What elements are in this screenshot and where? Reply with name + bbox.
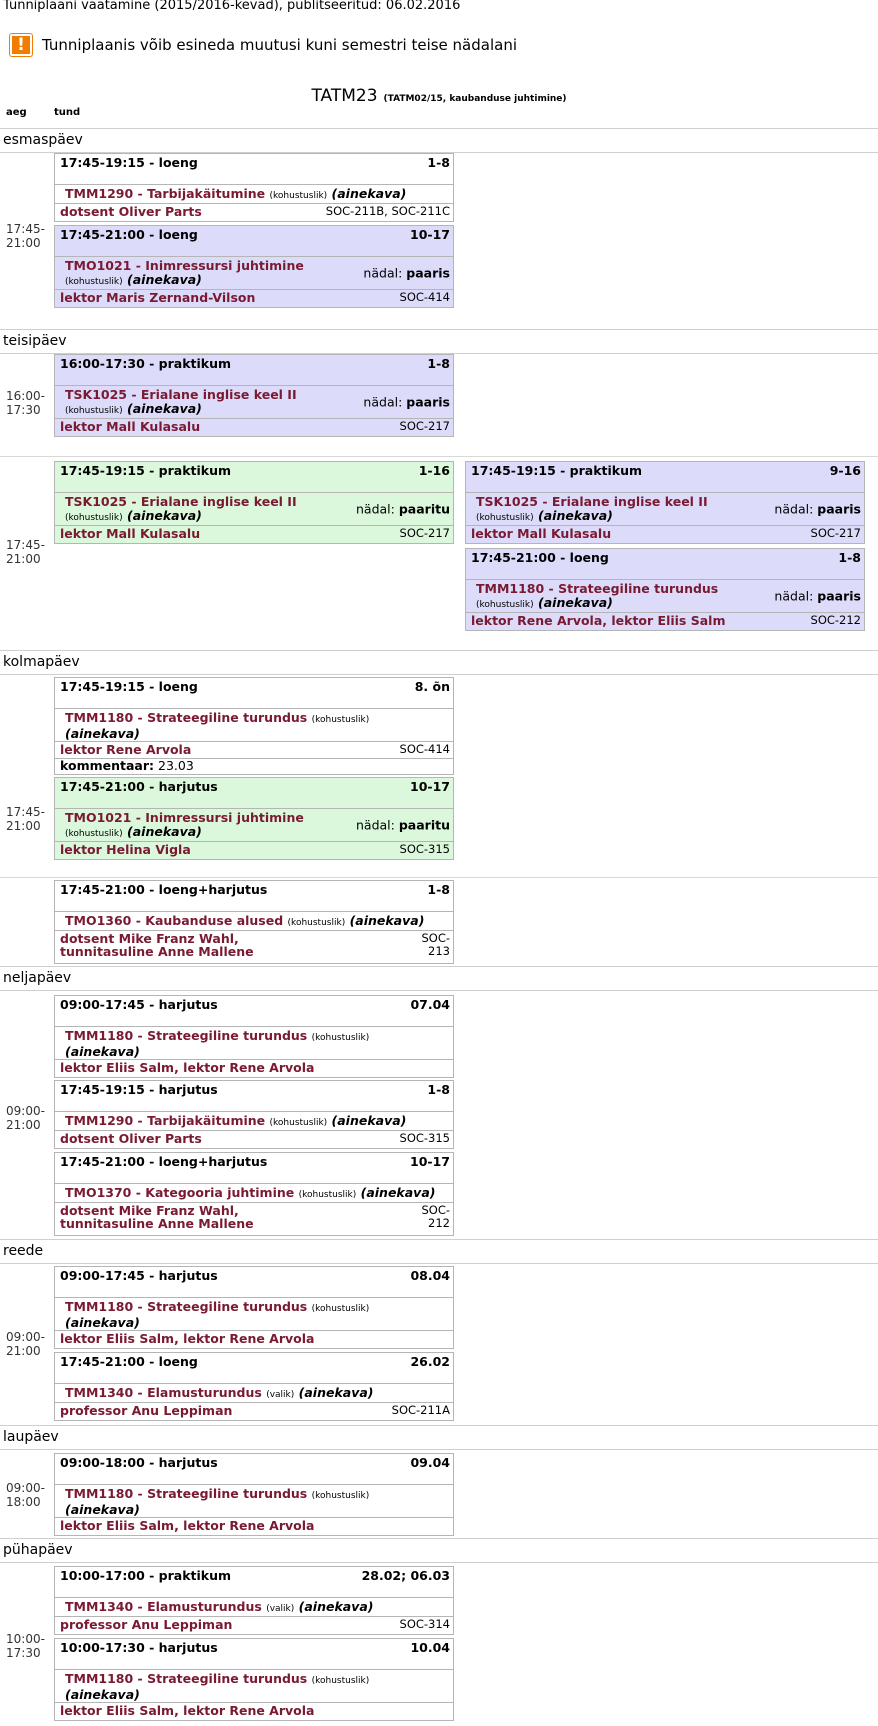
week-parity-label: nädal:	[774, 588, 814, 604]
room-code: SOC-414	[399, 290, 450, 304]
room-code: SOC-211B, SOC-211C	[325, 204, 450, 218]
column-header-lesson: tund	[54, 107, 81, 118]
lesson-header	[55, 154, 453, 185]
room-code: SOC-212	[810, 613, 861, 627]
lesson-header	[55, 1639, 453, 1670]
lesson-lecturer-row	[55, 419, 453, 436]
lesson-weeks: 9-16	[829, 463, 861, 478]
lesson-subject-row	[55, 257, 453, 290]
lesson-header	[55, 1153, 453, 1184]
lesson-time-type: 17:45-21:00 - loeng+harjutus	[60, 882, 268, 897]
ainekava-link[interactable]: (ainekava)	[298, 1599, 374, 1614]
subject-status: (kohustuslik)	[65, 513, 123, 523]
lesson-subject	[65, 1114, 448, 1130]
lesson-lecturer-row	[55, 1403, 453, 1420]
lecturer-link[interactable]: dotsent Mike Franz Wahl, tunnitasuline Anne Mallene	[60, 1203, 254, 1231]
lesson-header	[55, 1267, 453, 1298]
time-slot: 09:00- 18:00	[6, 1481, 45, 1509]
day-name: reede	[3, 1243, 44, 1259]
lesson-time-type: 16:00-17:30 - praktikum	[60, 356, 232, 371]
lecturer-link[interactable]: dotsent Oliver Parts	[60, 204, 202, 219]
lesson-header	[55, 462, 453, 493]
day-header	[0, 1538, 878, 1563]
lesson-subject-row	[55, 912, 453, 931]
week-parity-label: nädal:	[774, 501, 814, 517]
subject-link[interactable]: TSK1025 - Erialane inglise keel II	[65, 494, 297, 509]
lesson-time-type: 09:00-17:45 - harjutus	[60, 1268, 218, 1283]
lesson-time-type: 10:00-17:30 - harjutus	[60, 1640, 218, 1655]
lesson-weeks: 09.04	[410, 1455, 450, 1470]
room-code: SOC-211A	[391, 1403, 450, 1417]
column-header-time: aeg	[6, 107, 27, 118]
lecturer-link[interactable]: professor Anu Leppiman	[60, 1403, 233, 1418]
lesson-weeks: 07.04	[410, 997, 450, 1012]
time-slot: 17:45- 21:00	[6, 538, 45, 566]
comment-value: 23.03	[158, 758, 194, 773]
room-code: SOC-315	[399, 1131, 450, 1145]
warning-text: Tunniplaanis võib esineda muutusi kuni semestri teise nädalani	[42, 36, 517, 54]
lesson-weeks: 1-8	[427, 356, 450, 371]
lesson-card[interactable]	[54, 1266, 454, 1349]
lesson-subject-row	[55, 1384, 453, 1403]
subject-link[interactable]: TMO1021 - Inimressursi juhtimine	[65, 258, 304, 273]
lesson-subject	[476, 495, 769, 525]
time-slot: 09:00- 21:00	[6, 1104, 45, 1132]
lecturer-link[interactable]: lektor Helina Vigla	[60, 842, 191, 857]
lesson-card[interactable]	[54, 677, 454, 775]
lecturer-link[interactable]: lektor Rene Arvola, lektor Eliis Salm	[471, 613, 726, 628]
day-name: pühapäev	[3, 1542, 73, 1558]
subject-status: (kohustuslik)	[311, 1676, 370, 1686]
subject-link[interactable]: TMM1290 - Tarbijakäitumine	[65, 186, 266, 201]
lesson-subject	[65, 1487, 448, 1517]
subject-status: (valik)	[266, 1390, 295, 1400]
lesson-time-type: 17:45-21:00 - loeng	[60, 1354, 198, 1369]
week-parity-label: nädal:	[355, 817, 395, 833]
ainekava-link[interactable]: (ainekava)	[65, 726, 140, 741]
day-name: esmaspäev	[3, 132, 83, 148]
ainekava-link[interactable]: (ainekava)	[65, 1044, 140, 1059]
week-parity	[774, 589, 861, 604]
lesson-card[interactable]	[54, 1352, 454, 1421]
lesson-subject-row	[55, 1112, 453, 1131]
lesson-subject	[476, 582, 769, 612]
week-parity-value: paaris	[817, 501, 861, 517]
lesson-weeks: 1-8	[427, 155, 450, 170]
lesson-subject-row	[466, 493, 864, 526]
lecturer-link[interactable]: dotsent Mike Franz Wahl, tunnitasuline Anne Mallene	[60, 931, 254, 959]
subject-status: (kohustuslik)	[65, 829, 123, 839]
week-parity-label: nädal:	[355, 501, 395, 517]
lesson-time-type: 17:45-19:15 - harjutus	[60, 1082, 218, 1097]
subject-link[interactable]: TMM1340 - Elamusturundus	[65, 1599, 262, 1614]
lesson-subject-row	[55, 1184, 453, 1203]
time-slot: 10:00- 17:30	[6, 1632, 45, 1660]
room-code: SOC-314	[399, 1617, 450, 1631]
lecturer-link[interactable]: lektor Eliis Salm, lektor Rene Arvola	[60, 1518, 315, 1533]
lesson-subject	[65, 1029, 448, 1059]
room-code: SOC-315	[399, 842, 450, 856]
week-parity-value: paaris	[817, 588, 861, 604]
lesson-lecturer-row	[55, 1060, 453, 1077]
lesson-header	[55, 1567, 453, 1598]
group-code: TATM23	[311, 86, 378, 106]
lesson-time-type: 17:45-21:00 - harjutus	[60, 779, 218, 794]
day-header	[0, 329, 878, 354]
lesson-weeks: 1-8	[838, 550, 861, 565]
lesson-card[interactable]	[54, 1453, 454, 1536]
lesson-subject-row	[55, 185, 453, 204]
lesson-time-type: 17:45-21:00 - loeng+harjutus	[60, 1154, 268, 1169]
subject-link[interactable]: TMM1180 - Strateegiline turundus	[65, 710, 308, 725]
week-parity	[363, 395, 450, 410]
lesson-time-type: 10:00-17:00 - praktikum	[60, 1568, 232, 1583]
lesson-subject-row	[466, 580, 864, 613]
subject-status: (kohustuslik)	[287, 918, 346, 928]
day-header	[0, 1425, 878, 1450]
subject-link[interactable]: TMM1340 - Elamusturundus	[65, 1385, 262, 1400]
day-name: kolmapäev	[3, 654, 80, 670]
ainekava-link[interactable]: (ainekava)	[127, 272, 202, 287]
lesson-lecturer-row	[466, 526, 864, 543]
lesson-header	[55, 678, 453, 709]
lesson-card[interactable]	[54, 225, 454, 308]
lesson-header	[55, 1454, 453, 1485]
lesson-subject-row	[55, 1670, 453, 1703]
lesson-subject	[65, 711, 448, 741]
room-code: SOC-217	[399, 419, 450, 433]
room-code: SOC-217	[399, 526, 450, 540]
ainekava-link[interactable]: (ainekava)	[127, 508, 202, 523]
lesson-subject	[65, 1186, 448, 1202]
lesson-subject-row	[55, 493, 453, 526]
ainekava-link[interactable]: (ainekava)	[298, 1385, 374, 1400]
day-header	[0, 650, 878, 675]
lesson-card[interactable]	[54, 153, 454, 222]
comment-label: kommentaar:	[60, 758, 155, 773]
ainekava-link[interactable]: (ainekava)	[331, 1113, 407, 1128]
lesson-card[interactable]	[54, 461, 454, 544]
ainekava-link[interactable]: (ainekava)	[127, 401, 202, 416]
week-parity-label: nädal:	[363, 394, 403, 410]
lesson-subject-row	[55, 1298, 453, 1331]
subject-status: (valik)	[266, 1604, 295, 1614]
lesson-lecturer-row	[55, 931, 453, 963]
subject-link[interactable]: TMO1021 - Inimressursi juhtimine	[65, 810, 304, 825]
subject-link[interactable]: TMM1180 - Strateegiline turundus	[476, 581, 719, 596]
lesson-weeks: 8. õn	[414, 679, 450, 694]
subject-status: (kohustuslik)	[269, 191, 328, 201]
lesson-weeks: 1-16	[418, 463, 450, 478]
lesson-subject	[65, 388, 358, 418]
lesson-card[interactable]	[54, 880, 454, 964]
subject-status: (kohustuslik)	[298, 1190, 357, 1200]
lesson-subject-row	[55, 709, 453, 742]
time-slot: 09:00- 21:00	[6, 1330, 45, 1358]
lesson-comment	[55, 759, 453, 774]
subject-status: (kohustuslik)	[269, 1118, 328, 1128]
lecturer-link[interactable]: dotsent Oliver Parts	[60, 1131, 202, 1146]
lesson-header	[55, 355, 453, 386]
lesson-time-type: 17:45-19:15 - praktikum	[60, 463, 232, 478]
lesson-subject-row	[55, 1485, 453, 1518]
lecturer-link[interactable]: lektor Eliis Salm, lektor Rene Arvola	[60, 1060, 315, 1075]
lesson-header	[55, 226, 453, 257]
subject-link[interactable]: TMM1180 - Strateegiline turundus	[65, 1299, 308, 1314]
lesson-time-type: 17:45-19:15 - loeng	[60, 679, 198, 694]
lesson-weeks: 10-17	[410, 1154, 450, 1169]
lesson-time-type: 17:45-19:15 - loeng	[60, 155, 198, 170]
lecturer-link[interactable]: lektor Eliis Salm, lektor Rene Arvola	[60, 1331, 315, 1346]
lesson-lecturer-row	[55, 742, 453, 759]
lesson-subject-row	[55, 386, 453, 419]
time-slot: 17:45- 21:00	[6, 805, 45, 833]
subject-status: (kohustuslik)	[65, 406, 123, 416]
lesson-subject-row	[55, 809, 453, 842]
room-code: SOC-217	[810, 526, 861, 540]
lesson-card[interactable]	[54, 1080, 454, 1149]
week-parity	[356, 818, 450, 833]
group-subtitle: (TATM02/15, kaubanduse juhtimine)	[383, 94, 567, 104]
slot-divider	[0, 456, 878, 457]
lesson-card[interactable]	[54, 354, 454, 437]
subject-link[interactable]: TSK1025 - Erialane inglise keel II	[65, 387, 297, 402]
lesson-lecturer-row	[55, 842, 453, 859]
week-parity-value: paaris	[406, 265, 450, 281]
lesson-weeks: 10-17	[410, 779, 450, 794]
lesson-time-type: 17:45-21:00 - loeng	[471, 550, 609, 565]
ainekava-link[interactable]: (ainekava)	[65, 1687, 140, 1702]
lesson-subject	[65, 495, 358, 525]
room-code: SOC-213	[421, 931, 450, 958]
ainekava-link[interactable]: (ainekava)	[538, 508, 613, 523]
lesson-header	[466, 549, 864, 580]
ainekava-link[interactable]: (ainekava)	[65, 1502, 140, 1517]
lecturer-link[interactable]: lektor Rene Arvola	[60, 742, 192, 757]
day-name: teisipäev	[3, 333, 67, 349]
subject-status: (kohustuslik)	[311, 1491, 370, 1501]
lecturer-link[interactable]: lektor Eliis Salm, lektor Rene Arvola	[60, 1703, 315, 1718]
subject-status: (kohustuslik)	[65, 277, 123, 287]
lesson-subject	[65, 914, 448, 930]
lecturer-link[interactable]: professor Anu Leppiman	[60, 1617, 233, 1632]
time-slot: 17:45- 21:00	[6, 222, 45, 250]
lesson-header	[55, 1353, 453, 1384]
lesson-card[interactable]	[54, 1638, 454, 1721]
subject-status: (kohustuslik)	[311, 1033, 370, 1043]
subject-link[interactable]: TMM1290 - Tarbijakäitumine	[65, 1113, 266, 1128]
lesson-subject	[65, 187, 448, 203]
week-parity-value: paaritu	[398, 817, 450, 833]
lesson-lecturer-row	[55, 290, 453, 307]
week-parity-value: paaritu	[398, 501, 450, 517]
room-code: SOC-414	[399, 742, 450, 756]
day-name: laupäev	[3, 1429, 59, 1445]
lesson-time-type: 17:45-21:00 - loeng	[60, 227, 198, 242]
lesson-lecturer-row	[55, 204, 453, 221]
day-header	[0, 1239, 878, 1264]
week-parity	[774, 502, 861, 517]
lesson-weeks: 1-8	[427, 882, 450, 897]
lesson-weeks: 08.04	[410, 1268, 450, 1283]
lesson-subject	[65, 259, 358, 289]
lesson-subject	[65, 1600, 448, 1616]
subject-link[interactable]: TMO1370 - Kategooria juhtimine	[65, 1185, 295, 1200]
lesson-header	[55, 996, 453, 1027]
lesson-lecturer-row	[55, 1131, 453, 1148]
subject-link[interactable]: TMM1180 - Strateegiline turundus	[65, 1028, 308, 1043]
lesson-weeks: 26.02	[410, 1354, 450, 1369]
time-slot: 16:00- 17:30	[6, 389, 45, 417]
lecturer-link[interactable]: lektor Mall Kulasalu	[60, 419, 201, 434]
subject-status: (kohustuslik)	[476, 600, 534, 610]
ainekava-link[interactable]: (ainekava)	[127, 824, 202, 839]
exclamation-icon: !	[10, 34, 32, 56]
lesson-lecturer-row	[55, 1203, 453, 1235]
group-title	[0, 86, 878, 106]
lesson-time-type: 09:00-17:45 - harjutus	[60, 997, 218, 1012]
day-header	[0, 966, 878, 991]
lesson-lecturer-row	[55, 1331, 453, 1348]
lesson-header	[466, 462, 864, 493]
lesson-weeks: 1-8	[427, 1082, 450, 1097]
lesson-subject	[65, 1300, 448, 1330]
week-parity-value: paaris	[406, 394, 450, 410]
lesson-weeks: 10-17	[410, 227, 450, 242]
subject-link[interactable]: TMO1360 - Kaubanduse alused	[65, 913, 284, 928]
lesson-lecturer-row	[55, 1518, 453, 1535]
lesson-card[interactable]	[54, 995, 454, 1078]
lesson-subject	[65, 811, 358, 841]
subject-link[interactable]: TMM1180 - Strateegiline turundus	[65, 1671, 308, 1686]
ainekava-link[interactable]: (ainekava)	[349, 913, 425, 928]
lesson-lecturer-row	[55, 1617, 453, 1634]
day-name: neljapäev	[3, 970, 72, 986]
lesson-time-type: 09:00-18:00 - harjutus	[60, 1455, 218, 1470]
lesson-header	[55, 1081, 453, 1112]
lesson-subject	[65, 1386, 448, 1402]
subject-status: (kohustuslik)	[476, 513, 534, 523]
lesson-lecturer-row	[466, 613, 864, 630]
slot-divider	[0, 877, 878, 878]
lesson-card[interactable]	[465, 461, 865, 544]
comment-text	[60, 759, 194, 773]
ainekava-link[interactable]: (ainekava)	[360, 1185, 436, 1200]
lesson-subject-row	[55, 1598, 453, 1617]
room-code: SOC-212	[421, 1203, 450, 1230]
lesson-time-type: 17:45-19:15 - praktikum	[471, 463, 643, 478]
lesson-lecturer-row	[55, 526, 453, 543]
subject-status: (kohustuslik)	[311, 715, 370, 725]
lesson-card[interactable]	[54, 1152, 454, 1236]
lesson-header	[55, 778, 453, 809]
week-parity	[363, 266, 450, 281]
lecturer-link[interactable]: lektor Maris Zernand-Vilson	[60, 290, 256, 305]
week-parity	[356, 502, 450, 517]
week-parity-label: nädal:	[363, 265, 403, 281]
lecturer-link[interactable]: lektor Mall Kulasalu	[471, 526, 612, 541]
lesson-header	[55, 881, 453, 912]
subject-link[interactable]: TMM1180 - Strateegiline turundus	[65, 1486, 308, 1501]
lesson-card[interactable]	[465, 548, 865, 631]
ainekava-link[interactable]: (ainekava)	[538, 595, 613, 610]
ainekava-link[interactable]: (ainekava)	[331, 186, 407, 201]
lesson-card[interactable]	[54, 1566, 454, 1635]
lesson-weeks: 28.02; 06.03	[361, 1568, 450, 1583]
ainekava-link[interactable]: (ainekava)	[65, 1315, 140, 1330]
subject-link[interactable]: TSK1025 - Erialane inglise keel II	[476, 494, 708, 509]
page-title: Tunniplaani vaatamine (2015/2016-kevad), publitseeritud: 06.02.2016	[3, 0, 461, 13]
lesson-subject-row	[55, 1027, 453, 1060]
day-header	[0, 128, 878, 153]
lesson-card[interactable]	[54, 777, 454, 860]
subject-status: (kohustuslik)	[311, 1304, 370, 1314]
lesson-weeks: 10.04	[410, 1640, 450, 1655]
lesson-subject	[65, 1672, 448, 1702]
lecturer-link[interactable]: lektor Mall Kulasalu	[60, 526, 201, 541]
lesson-lecturer-row	[55, 1703, 453, 1720]
